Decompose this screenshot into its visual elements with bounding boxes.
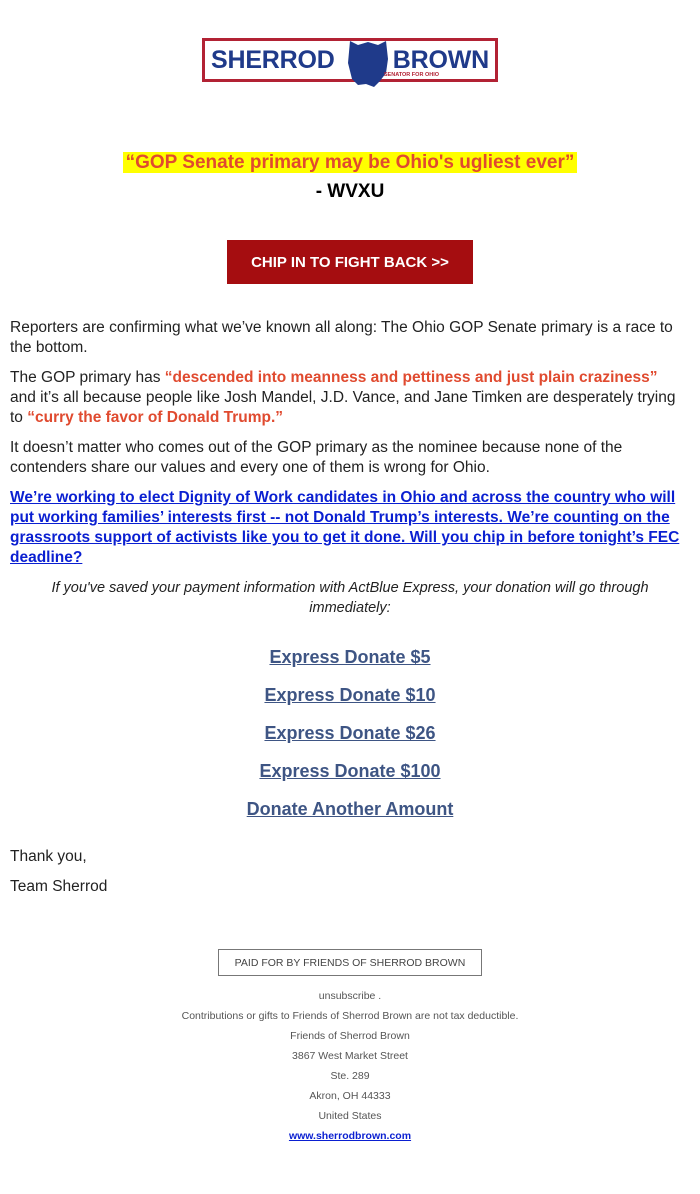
logo-subtitle: SENATOR FOR OHIO [383, 72, 439, 78]
express-donate-10-link[interactable]: Express Donate $10 [264, 685, 436, 705]
logo-container [0, 38, 700, 82]
appeal-link[interactable]: We’re working to elect Dignity of Work candidates in Ohio and across the country who will put working families’ interests first -- not Donald Trump’s interests. We’re counting on the grassroots support of activists like you to get it done. Will you chip in before tonight’s FEC deadline? [10, 489, 680, 566]
express-donate-5-link[interactable]: Express Donate $5 [269, 647, 431, 667]
sherrod-brown-logo[interactable] [202, 38, 498, 82]
paragraph-appeal [10, 488, 682, 568]
footer-unsubscribe [0, 990, 700, 1002]
express-donate-100-link[interactable]: Express Donate $100 [259, 761, 441, 781]
paragraph-primary-b: and it’s all because people like Josh Mandel, J.D. Vance, and Jane Timken are desperately trying to [10, 389, 676, 426]
donate-links [0, 644, 700, 834]
paragraph-primary-a: The GOP primary has [10, 369, 165, 386]
highlight-quote-craziness: “descended into meanness and pettiness and just plain craziness” [164, 369, 658, 386]
chip-in-button[interactable]: CHIP IN TO FIGHT BACK >> [227, 240, 473, 284]
footer-paid-for-container [0, 949, 700, 976]
headline-quote [0, 152, 700, 174]
signoff-thanks: Thank you, [10, 848, 87, 865]
footer-country: United States [318, 1110, 382, 1122]
footer-city: Akron, OH 44333 [309, 1090, 391, 1102]
paid-for-disclaimer: PAID FOR BY FRIENDS OF SHERROD BROWN [218, 949, 482, 976]
highlight-quote-trump: “curry the favor of Donald Trump.” [27, 409, 284, 426]
express-donate-26-link[interactable]: Express Donate $26 [264, 723, 436, 743]
website-link[interactable]: www.sherrodbrown.com [288, 1130, 412, 1142]
footer-suite: Ste. 289 [330, 1070, 370, 1082]
signoff-team: Team Sherrod [10, 878, 108, 895]
headline-quote-text: “GOP Senate primary may be Ohio's ugliest ever” [123, 152, 578, 173]
logo-last-name: BROWN [392, 45, 489, 74]
paragraph-intro: Reporters are confirming what we’ve known all along: The Ohio GOP Senate primary is a race to the bottom. [10, 319, 673, 356]
cta-container [0, 240, 700, 284]
footer-website [0, 1130, 700, 1142]
donate-another-amount-link[interactable]: Donate Another Amount [246, 799, 454, 819]
express-note: If you've saved your payment information with ActBlue Express, your donation will go through immediately: [51, 580, 649, 616]
paragraph-primary [10, 368, 682, 428]
ohio-state-icon [344, 39, 390, 89]
logo-first-name: SHERROD [211, 45, 335, 74]
footer-tax-disclaimer: Contributions or gifts to Friends of Sherrod Brown are not tax deductible. [181, 1010, 519, 1022]
footer-street: 3867 West Market Street [292, 1050, 408, 1062]
paragraph-nominee: It doesn’t matter who comes out of the GOP primary as the nominee because none of the contenders share our values and every one of them is wrong for Ohio. [10, 439, 623, 476]
unsubscribe-link[interactable]: unsubscribe . [318, 990, 382, 1002]
footer-org: Friends of Sherrod Brown [290, 1030, 410, 1042]
quote-source: - WVXU [315, 181, 385, 202]
